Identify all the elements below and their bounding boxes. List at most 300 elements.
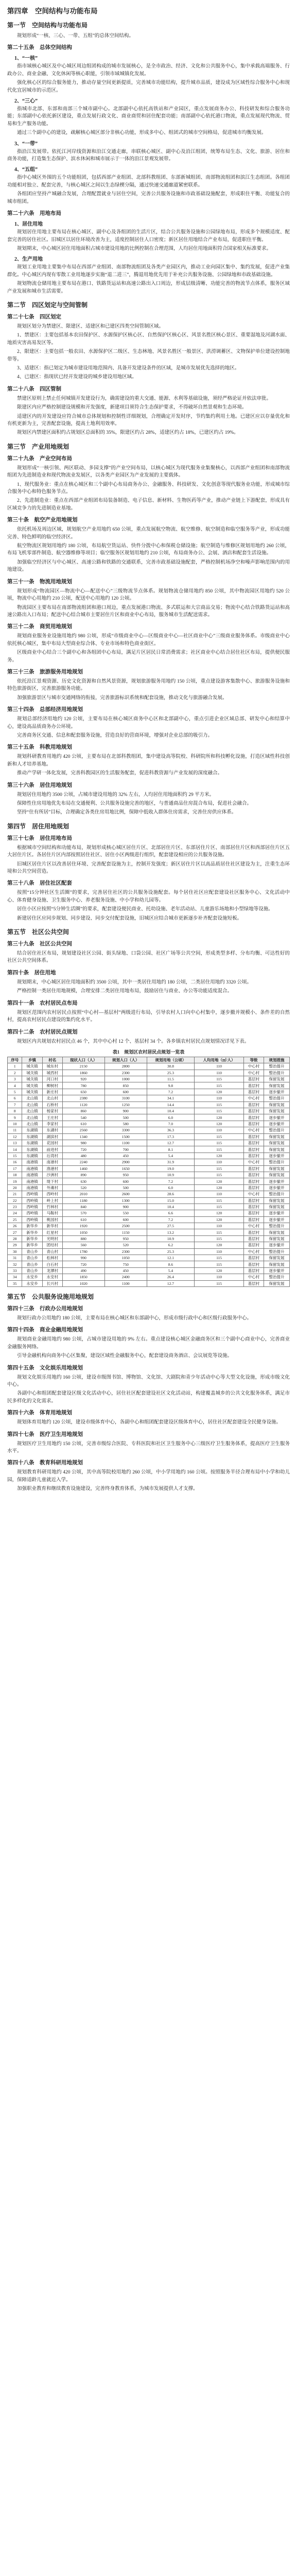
table-cell: 35 bbox=[8, 1280, 22, 1286]
table-cell: 南港镇 bbox=[22, 1172, 42, 1178]
table-cell: 城关镇 bbox=[22, 1089, 42, 1095]
table-cell: 950 bbox=[104, 1172, 147, 1178]
article-heading: 第四十七条 医疗卫生用地规划 bbox=[7, 1431, 83, 1437]
paragraph: 规划形成“物流园区—物流中心—配送中心”三级物流节点体系。规划物流仓储用地约 850 公顷，其中物流园区用地约 520 公顷，物流中心用地约 210 公顷，配送中心用地约 120 公顷。 bbox=[7, 588, 290, 602]
table-cell: 松林村 bbox=[42, 1255, 62, 1261]
article-heading: 第四十八条 教育科研用地规划 bbox=[7, 1460, 83, 1466]
table-cell: 基层村 bbox=[243, 1108, 264, 1114]
table-cell: 7.2 bbox=[147, 1178, 195, 1184]
table-cell: 900 bbox=[104, 1204, 147, 1210]
table-cell: 120 bbox=[195, 1267, 244, 1274]
table-cell: 1120 bbox=[62, 1101, 104, 1108]
table-cell: 柳树村 bbox=[42, 1082, 62, 1089]
table-cell: 2300 bbox=[104, 1070, 147, 1076]
table-cell: 1300 bbox=[104, 1197, 147, 1204]
table-cell: 永安乡 bbox=[22, 1274, 42, 1280]
table-cell: 610 bbox=[62, 1121, 104, 1127]
chapter-heading: 第四章 空间结构与功能布局 bbox=[7, 7, 98, 15]
table-cell: 28 bbox=[8, 1235, 22, 1242]
table-cell: 31.9 bbox=[147, 1159, 195, 1165]
village-plan-table bbox=[7, 1057, 290, 1287]
paragraph: 规划居住用地主要布局在核心城区、副中心及各组团的生活片区，结合公共服务设施和公园绿地布局，形成多个规模适度、配套完善的居住社区。旧城区以居住环境改善为主，适度控制居住人口密度；新区居住用地结合产业布局，促进职住平衡。 bbox=[7, 230, 290, 243]
table-cell: 中心村 bbox=[243, 1095, 264, 1101]
table-cell: 1150 bbox=[104, 1229, 147, 1235]
table-cell: 120 bbox=[195, 1242, 244, 1248]
paragraph: 指沿江发展带。依托江河岸线资源和沿江交通走廊，串联核心城区、副中心及沿江组团，统筹布局生态、文化、旅游、居住和商务功能，打造集生态保护、滨水休闲和城市展示于一体的沿江景观发展带。 bbox=[7, 149, 290, 162]
paragraph: 依托机场及周边区域，规划航空产业用地约 650 公顷，重点发展航空物流、航空维修、航空制造和临空服务等产业，形成功能完善、特色鲜明的临空经济区。 bbox=[7, 527, 290, 540]
table-cell: 北山镇 bbox=[22, 1121, 42, 1127]
table-cell: 基层村 bbox=[243, 1242, 264, 1248]
table-cell: 新华村 bbox=[42, 1223, 62, 1229]
table-cell: 2010 bbox=[62, 1191, 104, 1197]
table-cell: 2560 bbox=[62, 1127, 104, 1133]
table-cell: 2900 bbox=[104, 1159, 147, 1165]
table-cell: 长兴村 bbox=[42, 1280, 62, 1286]
table-cell: 12 bbox=[8, 1133, 22, 1140]
article-heading: 第四十四条 商业金融用地规划 bbox=[7, 1327, 83, 1333]
table-cell: 31 bbox=[8, 1255, 22, 1261]
table-cell: 900 bbox=[104, 1108, 147, 1114]
paragraph: 加强临空经济区与中心城区、高速公路和铁路的交通联系，完善市政基础设施配套，严格控制机场净空和噪声影响范围内的用地建设。 bbox=[7, 560, 290, 573]
sub-heading: 1、居住用地 bbox=[14, 222, 43, 228]
table-cell: 青山乡 bbox=[22, 1267, 42, 1274]
paragraph: 完善商务区交通、信息和配套服务设施，营造良好的营商环境，增强对企业总部的吸引力。 bbox=[17, 733, 213, 738]
paragraph: 规划居住用地约 3500 公顷，占城市建设用地的 32% 左右，人均居住用地面积约 29 平方米。 bbox=[17, 792, 215, 798]
table-cell: 23 bbox=[8, 1204, 22, 1210]
table-cell: 2400 bbox=[104, 1274, 147, 1280]
table-cell: 9.8 bbox=[147, 1082, 195, 1089]
table-cell: 中心村 bbox=[243, 1248, 264, 1255]
table-cell: 永安村 bbox=[42, 1274, 62, 1280]
table-cell: 基层村 bbox=[243, 1114, 264, 1121]
table-cell: 2500 bbox=[104, 1223, 147, 1229]
table-cell: 750 bbox=[104, 1261, 147, 1267]
table-cell: 逐步撤并 bbox=[264, 1089, 290, 1095]
section-heading: 第五节 社区公共空间 bbox=[7, 928, 69, 936]
table-cell: 600 bbox=[104, 1216, 147, 1223]
table-cell: 整治提升 bbox=[264, 1063, 290, 1070]
table-cell: 5.4 bbox=[147, 1267, 195, 1274]
table-cell: 120 bbox=[195, 1089, 244, 1095]
paragraph: 规划物流仓储用地主要布局在港口、铁路货运站和高速公路出入口周边，形成层级清晰、功能完善的物流节点体系，服务区域产业发展和城市生活需要。 bbox=[7, 281, 290, 294]
table-cell: 120 bbox=[195, 1184, 244, 1191]
table-cell: 东湖镇 bbox=[22, 1133, 42, 1140]
table-cell: 10.4 bbox=[147, 1108, 195, 1114]
paragraph: 各组团应坚持产城融合发展，合理配置就业与居住空间，完善公共服务设施和市政基础设施配套，形成职住平衡、功能复合的城市组团。 bbox=[7, 192, 290, 205]
paragraph: 4、已建区：指现状已经开发建设的城乡建设用地区域。 bbox=[17, 375, 137, 380]
table-cell: 115 bbox=[195, 1165, 244, 1172]
table-cell: 青山乡 bbox=[22, 1255, 42, 1261]
table-cell: 32 bbox=[8, 1261, 22, 1267]
paragraph: 强化核心区的综合服务能力，推动存量空间更新提质，完善城市功能结构，提升城市品质，建设成为区域性综合服务中心和现代化宜居城市的示范区。 bbox=[7, 80, 290, 93]
table-cell: 1100 bbox=[104, 1280, 147, 1286]
table-cell: 逐步撤并 bbox=[264, 1114, 290, 1121]
table-cell: 520 bbox=[104, 1242, 147, 1248]
table-cell: 22 bbox=[8, 1197, 22, 1204]
table-cell: 整治提升 bbox=[264, 1274, 290, 1280]
table-cell: 980 bbox=[62, 1140, 104, 1146]
article-heading: 第三十一条 物流用地规划 bbox=[7, 578, 72, 585]
table-cell: 逐步撤并 bbox=[264, 1267, 290, 1274]
paragraph: 通过三个副中心的建设，疏解核心城区部分非核心功能，形成多中心、组团式的城市空间格局，促进城市均衡发展。 bbox=[17, 130, 267, 136]
article-heading: 第三十七条 居住用地布局 bbox=[7, 835, 72, 841]
table-cell: 基层村 bbox=[243, 1146, 264, 1153]
table-cell: 整治提升 bbox=[264, 1095, 290, 1101]
article-heading: 第二十八条 四区管制 bbox=[7, 385, 61, 392]
table-cell: 西岭镇 bbox=[22, 1210, 42, 1216]
paragraph: 适建区内的开发建设应符合城市总体规划和控制性详细规划，合理确定开发时序，节约集约利用土地。已建区应以存量优化和有机更新为主，完善配套设施，提高土地利用效率。 bbox=[7, 414, 290, 427]
table-cell: 1850 bbox=[62, 1274, 104, 1280]
table-cell: 南港镇 bbox=[22, 1165, 42, 1172]
table-row bbox=[8, 1274, 290, 1280]
table-row bbox=[8, 1248, 290, 1255]
table-row bbox=[8, 1216, 290, 1223]
table-cell: 110 bbox=[195, 1070, 244, 1076]
table-cell: 30.8 bbox=[147, 1063, 195, 1070]
article-heading: 第四十条 居住用地 bbox=[7, 969, 56, 976]
table-cell: 东湖镇 bbox=[22, 1127, 42, 1133]
table-cell: 石桥村 bbox=[42, 1101, 62, 1108]
table-row bbox=[8, 1127, 290, 1133]
table-cell: 26.4 bbox=[147, 1274, 195, 1280]
table-header-cell: 人均用地（㎡/人） bbox=[195, 1057, 244, 1063]
table-cell: 基层村 bbox=[243, 1210, 264, 1216]
table-cell: 34.1 bbox=[147, 1095, 195, 1101]
paragraph: 规划行政办公用地约 180 公顷，主要布局在核心城区和东部副中心，形成市级行政中心和区级行政服务中心。 bbox=[17, 1315, 252, 1321]
table-cell: 7.2 bbox=[147, 1089, 195, 1095]
table-cell: 保留发展 bbox=[264, 1101, 290, 1108]
paragraph: 禁建区原则上禁止任何城镇开发建设行为，确需建设的重大交通、能源、水利等基础设施，须经严格论证并依法审批。 bbox=[17, 396, 272, 401]
table-cell: 东湖村 bbox=[42, 1127, 62, 1133]
paragraph: 物流园区主要布局在南部物流组团和港口周边，重点发展港口物流、多式联运和大宗商品交易；物流中心结合铁路货运站和高速公路出入口布局；配送中心结合城市主要居住片区和商业中心布局，服务城市生活配送需求。 bbox=[7, 605, 290, 618]
table-cell: 480 bbox=[62, 1153, 104, 1159]
table-cell: 115 bbox=[195, 1280, 244, 1286]
table-cell: 30 bbox=[8, 1248, 22, 1255]
table-row bbox=[8, 1255, 290, 1261]
sub-heading: 3、“一带” bbox=[14, 141, 38, 147]
table-row bbox=[8, 1153, 290, 1159]
paragraph: 1、现代服务业：重点在核心城区和三个副中心布局商务办公、金融服务、科技研发、文化创意等现代服务业功能，形成城市综合服务中心和特色服务节点。 bbox=[7, 482, 290, 495]
table-cell: 10.4 bbox=[147, 1204, 195, 1210]
table-cell: 中心村 bbox=[243, 1223, 264, 1229]
table-cell: 10.9 bbox=[147, 1172, 195, 1178]
table-cell: 逐步撤并 bbox=[264, 1153, 290, 1159]
table-cell: 450 bbox=[104, 1153, 147, 1159]
table-row bbox=[8, 1261, 290, 1267]
article-heading: 第二十五条 总体空间结构 bbox=[7, 44, 72, 51]
table-row bbox=[8, 1210, 290, 1216]
table-cell: 基层村 bbox=[243, 1121, 264, 1127]
paragraph: 按照“15分钟社区生活圈”的要求，完善居住社区的公共服务设施配套。每个居住社区应配套建设社区服务中心、文化活动中心、体育健身设施、卫生服务中心、养老服务设施、中小学和幼儿园等。 bbox=[7, 890, 290, 903]
table-cell: 城西村 bbox=[42, 1070, 62, 1076]
table-cell: 整治提升 bbox=[264, 1223, 290, 1229]
article-heading: 第三十九条 社区公共空间 bbox=[7, 941, 72, 947]
table-cell: 中心村 bbox=[243, 1191, 264, 1197]
table-cell: 115 bbox=[195, 1146, 244, 1153]
sub-heading: 1、“一核” bbox=[14, 56, 38, 62]
table-cell: 青山乡 bbox=[22, 1248, 42, 1255]
table-cell: 7 bbox=[8, 1101, 22, 1108]
table-cell: 西岭镇 bbox=[22, 1191, 42, 1197]
article-heading: 第二十九条 产业空间布局 bbox=[7, 455, 72, 462]
paragraph: 规划区划分为禁建区、限建区、适建区和已建区四类空间管制区域。 bbox=[17, 324, 164, 329]
table-cell: 9 bbox=[8, 1114, 22, 1121]
table-cell: 920 bbox=[62, 1076, 104, 1082]
table-cell: 12.7 bbox=[147, 1280, 195, 1286]
paragraph: 规划形成“一核引领、两区联动、多园支撑”的产业空间布局，以核心城区为现代服务业集聚核心，以西部产业组团和南部物流组团为先进制造业和现代物流业发展区，以各类产业园区为产业发展的主要载体。 bbox=[7, 465, 290, 479]
table-row bbox=[8, 1159, 290, 1165]
paragraph: 旧城区居住片区以改善居住环境、完善配套设施为主，控制开发强度；新区居住片区以高品质居住社区建设为主，注重生态环境和公共空间营造。 bbox=[7, 861, 290, 875]
table-cell: 950 bbox=[104, 1235, 147, 1242]
table-cell: 保留发展 bbox=[264, 1204, 290, 1210]
table-cell: 北山镇 bbox=[22, 1114, 42, 1121]
table-cell: 王庄村 bbox=[42, 1114, 62, 1121]
table-header-cell: 规划用地（公顷） bbox=[147, 1057, 195, 1063]
table-cell: 120 bbox=[195, 1153, 244, 1159]
table-cell: 城关镇 bbox=[22, 1082, 42, 1089]
article-heading: 第四十六条 体育用地规划 bbox=[7, 1410, 72, 1416]
paragraph: 依托沿江景观资源、历史文化资源和自然风景资源，规划旅游服务用地约 150 公顷，重点建设游客集散中心、旅游服务设施和特色旅游街区，完善旅游服务功能。 bbox=[7, 679, 290, 692]
paragraph: 规划文化娱乐用地约 160 公顷，建设市级图书馆、博物馆、文化馆、大剧院和青少年活动中心等大型文化设施，形成市级文化中心。 bbox=[7, 1375, 290, 1387]
table-row bbox=[8, 1191, 290, 1197]
table-cell: 渔港村 bbox=[42, 1165, 62, 1172]
table-cell: 13 bbox=[8, 1140, 22, 1146]
table-cell: 720 bbox=[62, 1146, 104, 1153]
table-header-row bbox=[8, 1057, 290, 1063]
table-cell: 20 bbox=[8, 1184, 22, 1191]
table-cell: 2800 bbox=[104, 1063, 147, 1070]
table-cell: 堤下村 bbox=[42, 1178, 62, 1184]
table-cell: 中心村 bbox=[243, 1274, 264, 1280]
paragraph: 规划区内共规划农村居民点 46 个，其中中心村 12 个、基层村 34 个。各乡镇农村居民点规划情况详见下表。 bbox=[17, 1039, 250, 1044]
table-row bbox=[8, 1165, 290, 1172]
table-cell: 36.3 bbox=[147, 1127, 195, 1133]
table-cell: 桃园村 bbox=[42, 1216, 62, 1223]
table-cell: 城关镇 bbox=[22, 1070, 42, 1076]
table-cell: 北山镇 bbox=[22, 1095, 42, 1101]
paragraph: 保障性住房用地优先布局在交通便利、公共服务设施完善的地区，与普通商品住房混合布局，促进社会融合。 bbox=[17, 801, 252, 806]
table-cell: 整治提升 bbox=[264, 1070, 290, 1076]
table-cell: 新华乡 bbox=[22, 1235, 42, 1242]
table-cell: 基层村 bbox=[243, 1267, 264, 1274]
table-cell: 保留发展 bbox=[264, 1076, 290, 1082]
table-row bbox=[8, 1108, 290, 1114]
table-cell: 610 bbox=[62, 1216, 104, 1223]
section-heading: 第二节 四区划定与空间管制 bbox=[7, 301, 88, 309]
table-cell: 永安乡 bbox=[22, 1280, 42, 1286]
table-cell: 12.1 bbox=[147, 1255, 195, 1261]
table-cell: 110 bbox=[195, 1223, 244, 1229]
table-cell: 1250 bbox=[104, 1101, 147, 1108]
table-cell: 110 bbox=[195, 1095, 244, 1101]
paragraph: 规划商业服务业设施用地约 980 公顷，形成“市级商业中心—区级商业中心—社区商业中心”三级商业服务体系。市级商业中心依托核心城区，集中布局大型商业综合体、专业市场和特色商业街区。 bbox=[7, 634, 290, 647]
table-cell: 基层村 bbox=[243, 1133, 264, 1140]
table-cell: 10 bbox=[8, 1121, 22, 1127]
table-cell: 490 bbox=[62, 1267, 104, 1274]
table-cell: 115 bbox=[195, 1133, 244, 1140]
table-cell: 560 bbox=[62, 1242, 104, 1248]
table-cell: 东湖镇 bbox=[22, 1140, 42, 1146]
table-row bbox=[8, 1070, 290, 1076]
table-row bbox=[8, 1146, 290, 1153]
table-cell: 基层村 bbox=[243, 1082, 264, 1089]
table-cell: 29 bbox=[8, 1242, 22, 1248]
paragraph: 限建区内应严格控制建设规模和开发强度，新建项目须符合生态保护要求，不得破坏自然景观和生态环境。 bbox=[17, 405, 247, 411]
paragraph: 加强职业教育和继续教育设施建设，完善终身教育体系，为城市发展提供人才支撑。 bbox=[17, 1486, 198, 1492]
paragraph: 规划区范围内农村居民点按照“中心村—基层村”两级进行布局，引导农村人口向中心村集中，逐步撤并规模小、条件差的自然村，提高农村居民点建设的集约化水平。 bbox=[7, 1010, 290, 1023]
article-heading: 第四十一条 农村居民点布局 bbox=[7, 999, 78, 1006]
table-row bbox=[8, 1095, 290, 1101]
paragraph: 2、限建区：主要包括一般农田、水源保护区二级区、生态林地、风景名胜区一般景区、洪涝调蓄区、文物保护单位建设控制地带等。 bbox=[7, 349, 290, 362]
table-cell: 110 bbox=[195, 1063, 244, 1070]
table-cell: 东湖镇 bbox=[22, 1146, 42, 1153]
table-cell: 115 bbox=[195, 1140, 244, 1146]
paragraph: 规划医疗卫生用地约 150 公顷，完善市级综合医院、专科医院和社区卫生服务中心三级医疗卫生服务体系，提高医疗卫生服务水平。 bbox=[7, 1441, 290, 1454]
table-cell: 6.0 bbox=[147, 1114, 195, 1121]
table-cell: 杨家村 bbox=[42, 1108, 62, 1114]
table-cell: 840 bbox=[62, 1204, 104, 1210]
table-row bbox=[8, 1089, 290, 1095]
table-cell: 西岭村 bbox=[42, 1191, 62, 1197]
table-cell: 基层村 bbox=[243, 1101, 264, 1108]
table-cell: 光明村 bbox=[42, 1235, 62, 1242]
section-heading: 第一节 空间结构与功能布局 bbox=[7, 22, 88, 29]
table-cell: 7.2 bbox=[147, 1216, 195, 1223]
table-cell: 保留发展 bbox=[264, 1146, 290, 1153]
table-cell: 5.4 bbox=[147, 1153, 195, 1159]
table-cell: 1920 bbox=[62, 1223, 104, 1229]
table-cell: 东湖镇 bbox=[22, 1153, 42, 1159]
table-cell: 逐步撤并 bbox=[264, 1121, 290, 1127]
table-cell: 19.0 bbox=[147, 1165, 195, 1172]
table-cell: 1500 bbox=[104, 1133, 147, 1140]
table-cell: 1050 bbox=[62, 1229, 104, 1235]
paragraph: 3、适建区：指已划定为城市建设用地范围内、具备开发建设条件的区域，是城市发展优先选择的地区。 bbox=[17, 365, 240, 371]
article-heading: 第三十二条 商贸用地规划 bbox=[7, 623, 72, 630]
table-cell: 3 bbox=[8, 1076, 22, 1082]
table-cell: 西岭镇 bbox=[22, 1197, 42, 1204]
paragraph: 指中心城区外围的五个功能组团，包括西部产业组团、北部科教组团、东部新城组团、南部物流组团和滨江生态组团。各组团功能相对独立、配套完善，与核心城区之间以生态绿楔分隔，通过快速交通廊道紧密联系。 bbox=[7, 175, 290, 188]
table-cell: 基层村 bbox=[243, 1280, 264, 1286]
table-cell: 19 bbox=[8, 1178, 22, 1184]
table-cell: 115 bbox=[195, 1172, 244, 1178]
paragraph: 规划期末，中心城区居住用地面积约 3500 公顷，其中一类居住用地约 180 公顷，二类居住用地约 3320 公顷。 bbox=[17, 979, 252, 985]
table-row bbox=[8, 1133, 290, 1140]
paragraph: 规划期末，中心城区居住用地面积占城市建设用地的比例控制在合理范围，人均居住用地面积符合国家相关标准要求。 bbox=[17, 246, 272, 251]
paragraph: 各副中心和组团配套建设区级文化活动中心，居住社区配套建设社区文化活动站，构建覆盖城乡的公共文化服务体系，满足市民多样化的文化需求。 bbox=[7, 1391, 290, 1404]
table-cell: 850 bbox=[104, 1082, 147, 1089]
article-heading: 第三十八条 居住社区配套 bbox=[7, 880, 72, 887]
table-cell: 1860 bbox=[62, 1070, 104, 1076]
table-header-cell: 规划措施 bbox=[264, 1057, 290, 1063]
table-cell: 115 bbox=[195, 1204, 244, 1210]
table-cell: 保留发展 bbox=[264, 1082, 290, 1089]
table-cell: 中心村 bbox=[243, 1127, 264, 1133]
paragraph: 推动产学研一体化发展，完善科教园区的生活服务配套，促进科教资源与产业发展的深度融合。 bbox=[17, 771, 223, 776]
paragraph: 规划工业用地主要集中布局在西部产业组团、南部物流组团及各类产业园区内，推动工业向园区集中、集约发展，促进产业集群化。中心城区内现有零散工业用地逐步实施“退二进三”，腾退用地优先用于补充公共服务设施、公园绿地和市政基础设施。 bbox=[7, 265, 290, 278]
paragraph: 指城市北部、东部和南部三个城市副中心。北部副中心依托高铁站和产业园区，重点发展商务办公、科技研发和综合服务功能；东部副中心依托新区建设，重点发展行政文化、商业商贸和居住配套功能；南部副中心依托港口物流，重点发展现代物流、贸易和生产服务功能。 bbox=[7, 107, 290, 127]
table-cell: 3100 bbox=[104, 1095, 147, 1101]
table-cell: 14 bbox=[8, 1146, 22, 1153]
table-row bbox=[8, 1204, 290, 1210]
table-cell: 1180 bbox=[62, 1197, 104, 1204]
table-cell: 城东村 bbox=[42, 1063, 62, 1070]
table-row bbox=[8, 1082, 290, 1089]
table-cell: 北山镇 bbox=[22, 1108, 42, 1114]
table-cell: 1050 bbox=[104, 1255, 147, 1261]
table-cell: 基层村 bbox=[243, 1255, 264, 1261]
table-cell: 6.6 bbox=[147, 1210, 195, 1216]
table-cell: 整治提升 bbox=[264, 1127, 290, 1133]
table-cell: 33 bbox=[8, 1267, 22, 1274]
table-cell: 龙潭村 bbox=[42, 1267, 62, 1274]
table-row bbox=[8, 1140, 290, 1146]
table-cell: 6 bbox=[8, 1095, 22, 1101]
table-cell: 中心村 bbox=[243, 1159, 264, 1165]
table-cell: 2380 bbox=[62, 1095, 104, 1101]
table-cell: 保留发展 bbox=[264, 1235, 290, 1242]
table-cell: 115 bbox=[195, 1261, 244, 1267]
paragraph: 规划教育科研用地约 420 公顷，其中高等院校用地约 260 公顷，中小学用地约 160 公顷。按照服务半径合理布局中小学和幼儿园，保障适龄儿童就近入学。 bbox=[7, 1470, 290, 1483]
table-cell: 西岭镇 bbox=[22, 1216, 42, 1223]
table-cell: 13.2 bbox=[147, 1229, 195, 1235]
table-cell: 南港镇 bbox=[22, 1159, 42, 1165]
table-cell: 2600 bbox=[104, 1191, 147, 1197]
section-heading: 第五节 公共服务设施用地规划 bbox=[7, 1293, 94, 1300]
table-row bbox=[8, 1114, 290, 1121]
paragraph: 规划科研教育用地约 420 公顷，主要布局在北部科教组团，集中建设高等院校、科研院所和科技孵化设施，打造区域性科技创新和人才培养基地。 bbox=[7, 754, 290, 767]
table-cell: 115 bbox=[195, 1082, 244, 1089]
table-header-cell: 序号 bbox=[8, 1057, 22, 1063]
paragraph: 规划体育用地约 120 公顷，建设市级体育中心，各副中心和组团配套建设区级体育中心，居住社区配套建设全民健身设施。 bbox=[17, 1420, 282, 1426]
table-cell: 25 bbox=[8, 1216, 22, 1223]
table-cell: 580 bbox=[104, 1121, 147, 1127]
table-cell: 700 bbox=[104, 1146, 147, 1153]
table-cell: 保留发展 bbox=[264, 1197, 290, 1204]
table-cell: 基层村 bbox=[243, 1076, 264, 1082]
table-cell: 15 bbox=[8, 1153, 22, 1159]
table-row bbox=[8, 1229, 290, 1235]
table-cell: 中心村 bbox=[243, 1063, 264, 1070]
table-cell: 6.0 bbox=[147, 1184, 195, 1191]
table-cell: 河口村 bbox=[42, 1076, 62, 1082]
table-cell: 110 bbox=[195, 1274, 244, 1280]
table-cell: 保留发展 bbox=[264, 1140, 290, 1146]
table-row bbox=[8, 1172, 290, 1178]
article-heading: 第三十四条 总部经济用地规划 bbox=[7, 706, 83, 713]
table-cell: 整治提升 bbox=[264, 1191, 290, 1197]
table-cell: 外滩村 bbox=[42, 1184, 62, 1191]
table-cell: 竹林村 bbox=[42, 1204, 62, 1210]
table-cell: 南港镇 bbox=[22, 1184, 42, 1191]
article-heading: 第二十六条 用地布局 bbox=[7, 210, 61, 217]
table-cell: 110 bbox=[195, 1127, 244, 1133]
paragraph: 规划总部经济用地约 120 公顷，主要布局在核心城区商务中心区和北部副中心，重点引进企业区域总部、研发中心和结算中心，建设高品质商务办公环境。 bbox=[7, 717, 290, 730]
paragraph: 坚持“住有所居”目标，合理确定各类住房用地比例，保障中低收入群体住房需求，完善住房供应体系。 bbox=[17, 810, 237, 816]
paragraph: 2、先进制造业：重点在西部产业组团布局装备制造、电子信息、新材料、生物医药等产业，推动产业链上下游配套，形成具有区域竞争力的先进制造业基地。 bbox=[7, 498, 290, 511]
table-cell: 基层村 bbox=[243, 1184, 264, 1191]
article-heading: 第四十三条 行政办公用地规划 bbox=[7, 1305, 83, 1312]
table-cell: 逐步撤并 bbox=[264, 1210, 290, 1216]
table-cell: 115 bbox=[195, 1229, 244, 1235]
table-cell: 110 bbox=[195, 1248, 244, 1255]
table-cell: 4 bbox=[8, 1082, 22, 1089]
table-cell: 基层村 bbox=[243, 1178, 264, 1184]
table-cell: 岭上村 bbox=[42, 1197, 62, 1204]
table-cell: 北山镇 bbox=[22, 1101, 42, 1108]
table-cell: 西岭镇 bbox=[22, 1204, 42, 1210]
table-cell: 500 bbox=[104, 1114, 147, 1121]
